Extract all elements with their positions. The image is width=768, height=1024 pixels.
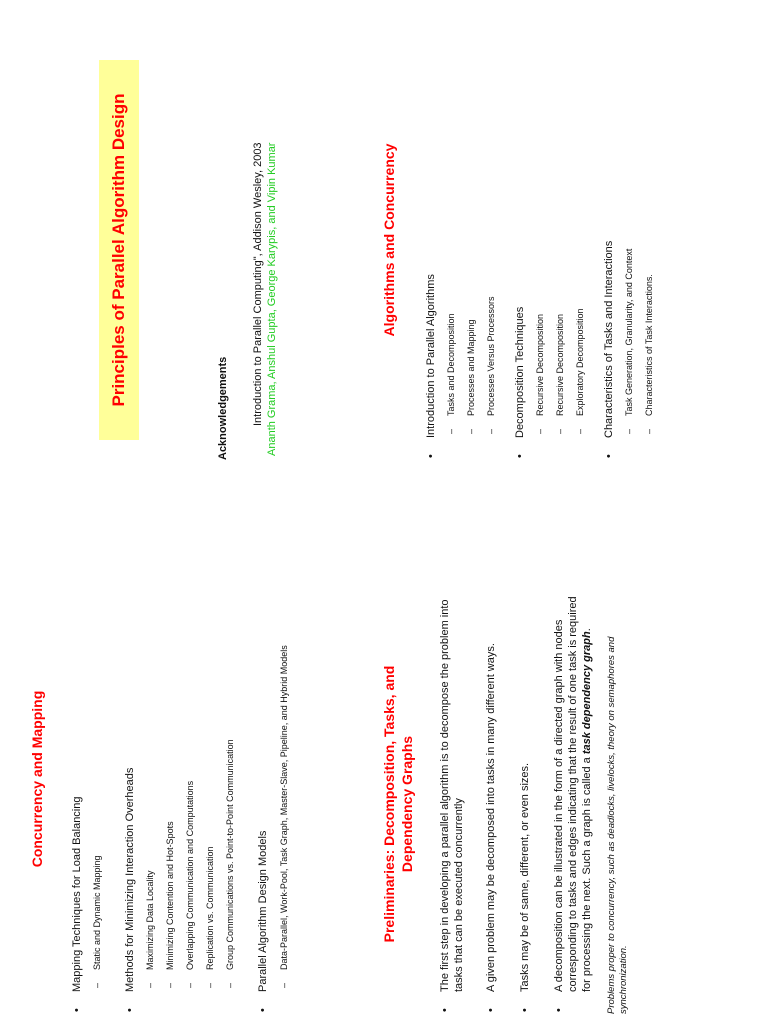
dash-glyph: – [535,428,545,434]
acknowledgements-block [217,20,279,460]
dash-glyph: – [466,428,476,434]
bullet-text: Methods for Minimizing Interaction Overheads [124,767,136,992]
bullet-glyph: • [124,1008,136,1012]
bullet-item [424,20,501,460]
dash-glyph: – [279,982,289,988]
bullet-item [70,544,107,1014]
sub-item [530,20,550,438]
sub-list [87,544,107,992]
slide-concurrency [28,544,303,1014]
bullet-item [518,594,532,1014]
sub-text: Maximizing Data Locality [145,870,155,970]
sub-text: Group Communications vs. Point-to-Point Communication [225,739,235,970]
sub-item [160,544,180,992]
bullet-glyph: • [439,1008,451,1012]
bullet-item [602,20,659,460]
bullet-item [256,544,291,1014]
sub-item [200,544,220,992]
bullet-glyph: • [257,1008,269,1012]
sub-item [570,20,590,438]
dash-glyph: – [225,982,235,988]
bullet-text: Tasks may be of same, different, or even sizes. [519,762,531,992]
dash-glyph: – [486,428,496,434]
sub-item [461,20,481,438]
sub-text: Task Generation, Granularity, and Context [624,248,634,416]
dash-glyph: – [644,428,654,434]
ack-heading: Acknowledgements [217,356,229,460]
sub-text: Recursive Decomposition [535,313,545,416]
bullet-text: Decomposition Techniques [514,306,526,438]
dash-glyph: – [165,982,175,988]
sub-item [481,20,501,438]
bullet-list [70,544,291,1014]
dash-glyph: – [575,428,585,434]
footnote: Problems proper to concurrency, such as deadlocks, livelocks, theory on semaphores and synchronization. [606,636,629,1014]
sub-item [619,20,639,438]
sub-item [273,544,291,992]
dash-glyph: – [624,428,634,434]
bullet-text: Mapping Techniques for Load Balancing [71,796,83,992]
dash-glyph: – [555,428,565,434]
bullet-glyph: • [603,454,615,458]
bullet-glyph: • [485,1008,497,1012]
bullet-list [438,594,594,1014]
ack-book-line: Introduction to Parallel Computing", Addison Wesley, 2003 [252,142,264,426]
bullet-item [484,594,498,1014]
bullet-glyph: • [519,1008,531,1012]
bullet-text-prefix: A decomposition can be illustrated in the form of a directed graph with nodes corresponding to tasks and edges indicating that the result of one task is required for processing the next. Such a graph is called a [553,596,593,992]
sub-item [180,544,200,992]
sub-text: Tasks and Decomposition [446,313,456,416]
sub-item [550,20,570,438]
slide-title-line1: Preliminaries: Decomposition, Tasks, and [381,665,397,943]
sub-list [441,20,501,438]
sub-text: Overlapping Communication and Computations [185,780,195,970]
sub-text: Exploratory Decomposition [575,308,585,416]
bullet-text-term: task dependency graph [581,631,593,755]
bullet-item [123,544,240,1014]
sub-text: Static and Dynamic Mapping [92,855,102,970]
title-banner [99,60,139,440]
bullet-text [553,596,593,992]
dash-glyph: – [185,982,195,988]
slide-title: Algorithms and Concurrency [381,143,397,337]
bullet-item [438,594,466,1014]
bullet-glyph: • [425,454,437,458]
dash-glyph: – [446,428,456,434]
sub-list [619,20,659,438]
sub-list [273,544,291,992]
bullet-text: Parallel Algorithm Design Models [257,830,269,992]
bullet-text: Introduction to Parallel Algorithms [425,274,437,438]
sub-list [140,544,240,992]
dash-glyph: – [145,982,155,988]
bullet-glyph: • [553,1008,565,1012]
sub-text: Recursive Decomposition [555,313,565,416]
bullet-text: Characteristics of Tasks and Interactions [603,240,615,438]
sub-text: Minimizing Contention and Hot-Spots [165,821,175,970]
main-title: Principles of Parallel Algorithm Design [109,93,128,407]
bullet-text: The first step in developing a parallel algorithm is to decompose the problem into tasks that can be executed concurrently [439,599,465,992]
bullet-glyph: • [71,1008,83,1012]
bullet-glyph: • [514,454,526,458]
bullet-item [552,594,594,1014]
sub-text: Processes Versus Processors [486,296,496,416]
sub-list [530,20,590,438]
sub-item [87,544,107,992]
sub-item [441,20,461,438]
ack-authors-line: Ananth Grama, Anshul Gupta, George Karypis, and Vipin Kumar [266,142,278,456]
dash-glyph: – [205,982,215,988]
sub-text: Data-Parallel, Work-Pool, Task Graph, Master-Slave, Pipeline, and Hybrid Models [279,645,289,970]
slide-algorithms [380,20,671,460]
bullet-text-suffix: . [581,628,593,632]
bullet-list [424,20,659,460]
sub-item [220,544,240,992]
sub-item [639,20,659,438]
slide-preliminaries [380,594,630,1014]
bullet-text: A given problem may be decomposed into tasks in many different ways. [485,643,497,992]
slide-title-line2: Dependency Graphs [399,735,415,873]
sub-text: Processes and Mapping [466,319,476,416]
bullet-item [513,20,590,460]
sub-text: Characteristics of Task Interactions. [644,274,654,416]
slide-title [380,594,416,1014]
sub-item [140,544,160,992]
slide-title: Concurrency and Mapping [29,690,45,868]
dash-glyph: – [92,982,102,988]
sub-text: Replication vs. Communication [205,846,215,970]
